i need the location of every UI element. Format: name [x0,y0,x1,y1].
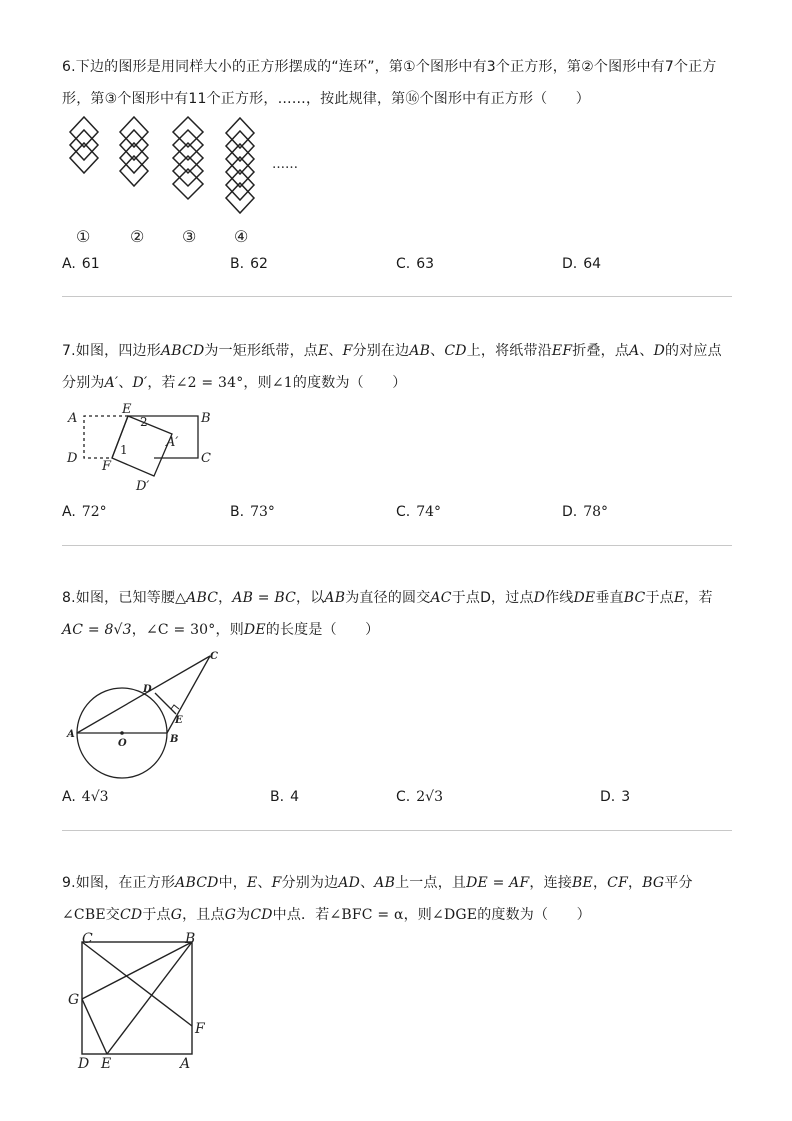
q8-text-line2: AC = 8√3，∠C = 30°，则DE的长度是（ ） [62,622,380,638]
q7-text-line2: 分别为A′、D′，若∠2 = 34°，则∠1的度数为（ ） [62,375,407,391]
q9-square [82,942,192,1054]
q9-label-G: G [68,992,80,1008]
q7-label-D-prime: D′ [136,479,150,494]
q8-label-E: E [175,715,183,726]
q6-option-d[interactable]: D. 64 [562,256,602,272]
q9-text-line2: ∠CBE交CD于点G，且点G为CD中点．若∠BFC = α，则∠DGE的度数为（ ） [62,907,591,923]
q6-fig-label-1: ① [76,227,91,246]
q8-label-D: D [143,684,152,695]
q8-center-dot [120,731,124,735]
q7-figure [60,402,230,496]
q8-label-O: O [118,738,127,749]
q6-fig-label-4: ④ [234,227,249,246]
q8-label-C: C [210,651,218,662]
q7-label-D: D [67,451,78,466]
q7-option-a[interactable]: A. 72° [62,504,107,520]
q8-text-line1: 8.如图，已知等腰△ABC，AB = BC，以AB为直径的圆交AC于点D，过点D作线DE垂直BC于点E，若 [62,590,713,606]
q9-label-D: D [78,1056,90,1072]
q6-dots: …… [272,157,298,172]
q9-text-line1: 9.如图，在正方形ABCD中，E、F分别为边AD、AB上一点，且DE = AF，连接BE，CF，BG平分 [62,875,693,891]
q6-option-b[interactable]: B. 62 [230,256,268,272]
q6-text-line1: 6.下边的图形是用同样大小的正方形摆成的“连环”，第①个图形中有3个正方形，第②个图形中有7个正方 [62,59,717,75]
q7-label-B: B [201,411,211,426]
divider [62,830,732,831]
q9-label-B: B [185,931,196,947]
q8-option-c[interactable]: C. 2√3 [396,789,443,805]
divider [62,296,732,297]
q7-label-E: E [122,402,132,417]
q9-label-F: F [195,1021,205,1037]
q6-fig-label-3: ③ [182,227,197,246]
q7-label-angle-1: 1 [120,443,128,457]
q9-label-E: E [101,1056,112,1072]
q6-fig-label-2: ② [130,227,145,246]
q7-text-line1: 7.如图，四边形ABCD为一矩形纸带，点E、F分别在边AB、CD上，将纸带沿EF折叠，点A、D的对应点 [62,343,722,359]
q6-option-c[interactable]: C. 63 [396,256,435,272]
q9-figure [60,928,230,1074]
divider [62,545,732,546]
q6-text-line2: 形，第③个图形中有11个正方形，……，按此规律，第⑯个图形中有正方形（ ） [62,91,590,107]
q8-label-B: B [170,734,179,745]
q9-label-A: A [180,1056,191,1072]
q7-label-A-prime: A′ [166,435,179,450]
q7-label-C: C [201,451,211,466]
q7-option-b[interactable]: B. 73° [230,504,275,520]
q8-option-b[interactable]: B. 4 [270,789,299,805]
q8-label-A: A [67,729,75,740]
q7-label-A: A [68,411,78,426]
q6-option-a[interactable]: A. 61 [62,256,100,272]
q6-figure [60,112,320,252]
q7-option-d[interactable]: D. 78° [562,504,609,520]
q9-label-C: C [82,931,93,947]
q8-option-a[interactable]: A. 4√3 [62,789,109,805]
q8-option-d[interactable]: D. 3 [600,789,631,805]
q7-label-F: F [102,459,112,474]
q6-fig1-square [70,130,98,160]
q7-label-angle-2: 2 [140,415,148,429]
q7-option-c[interactable]: C. 74° [396,504,442,520]
q8-figure [60,648,230,778]
